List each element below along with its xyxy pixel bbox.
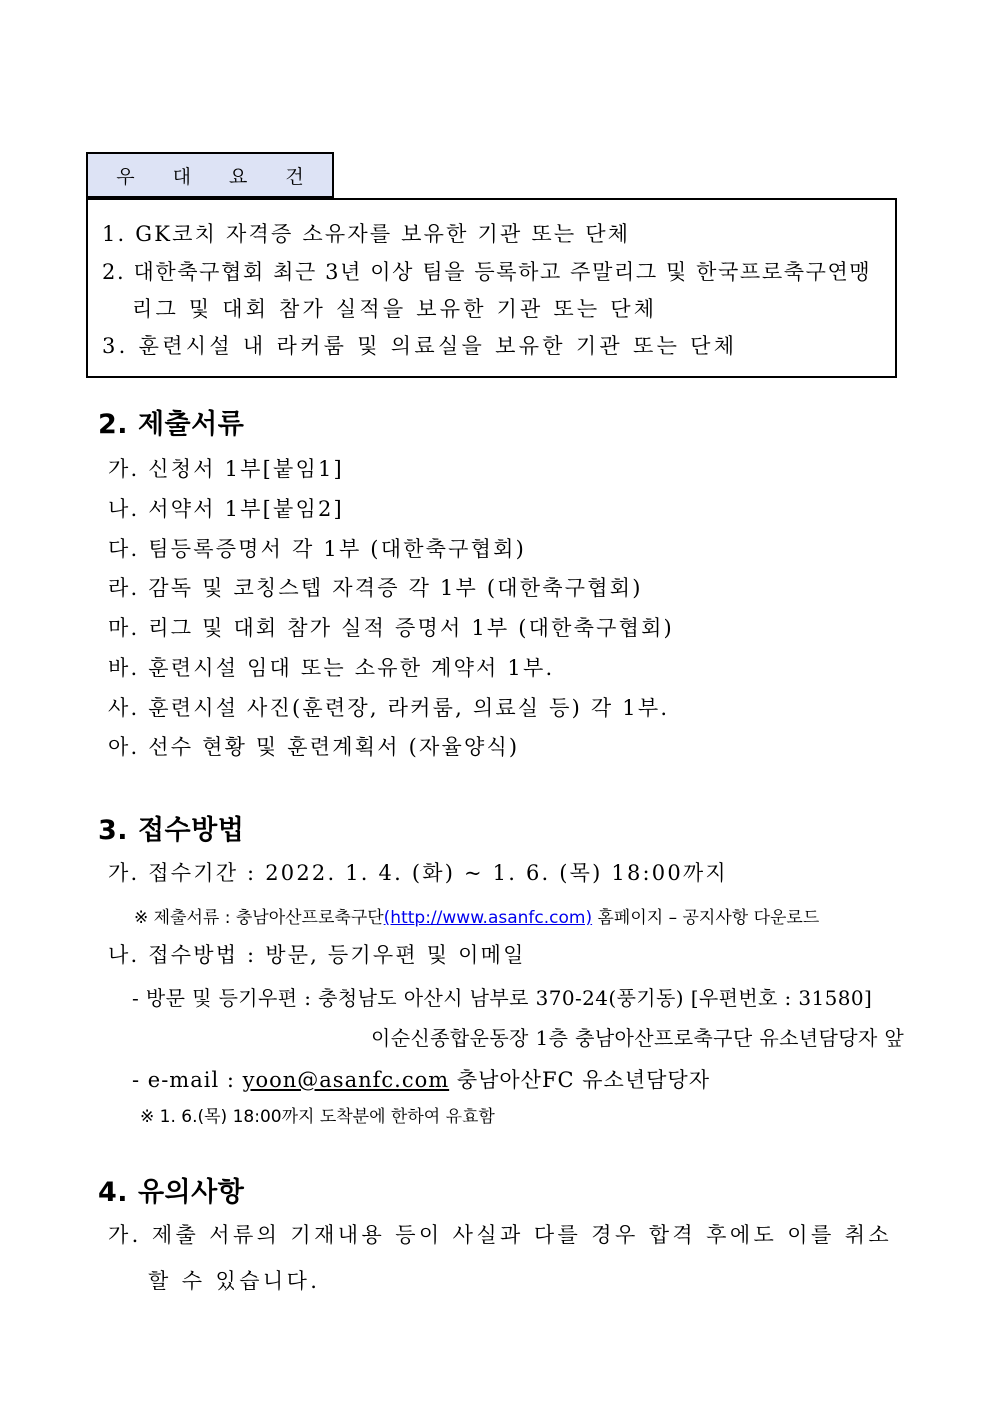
notes-item: 가. 제출 서류의 기재내용 등이 사실과 다를 경우 합격 후에도 이를 취소 [108,1223,893,1247]
email-suffix: 충남아산FC 유소년담당자 [449,1068,710,1092]
document-item: 다. 팀등록증명서 각 1부 (대한축구협회) [108,537,527,561]
deadline-note: ※ 1. 6.(목) 18:00까지 도착분에 한하여 유효함 [140,1107,495,1127]
document-item: 아. 선수 현황 및 훈련계획서 (자율양식) [108,735,520,759]
preference-item-continued: 리그 및 대회 참가 실적을 보유한 기관 또는 단체 [132,297,658,321]
document-item: 가. 신청서 1부[붙임1] [108,457,344,481]
preference-item: 2. 대한축구협회 최근 3년 이상 팀을 등록하고 주말리그 및 한국프로축구연맹 [102,260,872,284]
section-title-notes: 4. 유의사항 [98,1177,245,1208]
visit-mail-address: - 방문 및 등기우편 : 충청남도 아산시 남부로 370-24(풍기동) [우편번호 : 31580] [132,986,873,1010]
preferences-title: 우 대 요 건 [86,152,334,198]
preference-item: 3. 훈련시설 내 라커룸 및 의료실을 보유한 기관 또는 단체 [102,334,738,358]
download-note [134,903,819,928]
visit-mail-address-continued: 이순신종합운동장 1층 충남아산프로축구단 유소년담당자 앞 [371,1026,905,1050]
document-item: 바. 훈련시설 임대 또는 소유한 계약서 1부. [108,656,555,680]
section-title-documents: 2. 제출서류 [98,409,245,440]
submission-method: 나. 접수방법 : 방문, 등기우편 및 이메일 [108,943,526,967]
section-title-submission: 3. 접수방법 [98,815,245,846]
document-item: 마. 리그 및 대회 참가 실적 증명서 1부 (대한축구협회) [108,616,674,640]
submission-period: 가. 접수기간 : 2022. 1. 4. (화) ~ 1. 6. (목) 18:00까지 [108,861,728,885]
preference-item: 1. GK코치 자격증 소유자를 보유한 기관 또는 단체 [102,222,631,246]
document-item: 라. 감독 및 코칭스텝 자격증 각 1부 (대한축구협회) [108,576,643,600]
preferences-box [86,198,897,378]
notes-item-continued: 할 수 있습니다. [148,1269,321,1293]
document-item: 사. 훈련시설 사진(훈련장, 라커룸, 의료실 등) 각 1부. [108,696,670,720]
download-note-prefix: ※ 제출서류 : 충남아산프로축구단 [134,908,384,928]
document-item: 나. 서약서 1부[붙임2] [108,497,344,521]
email-line [132,1064,710,1094]
homepage-link[interactable]: (http://www.asanfc.com) [383,908,593,928]
email-link[interactable]: yoon@asanfc.com [242,1068,450,1092]
download-note-suffix: 홈페이지 – 공지사항 다운로드 [592,908,820,928]
email-prefix: - e-mail : [132,1068,243,1092]
